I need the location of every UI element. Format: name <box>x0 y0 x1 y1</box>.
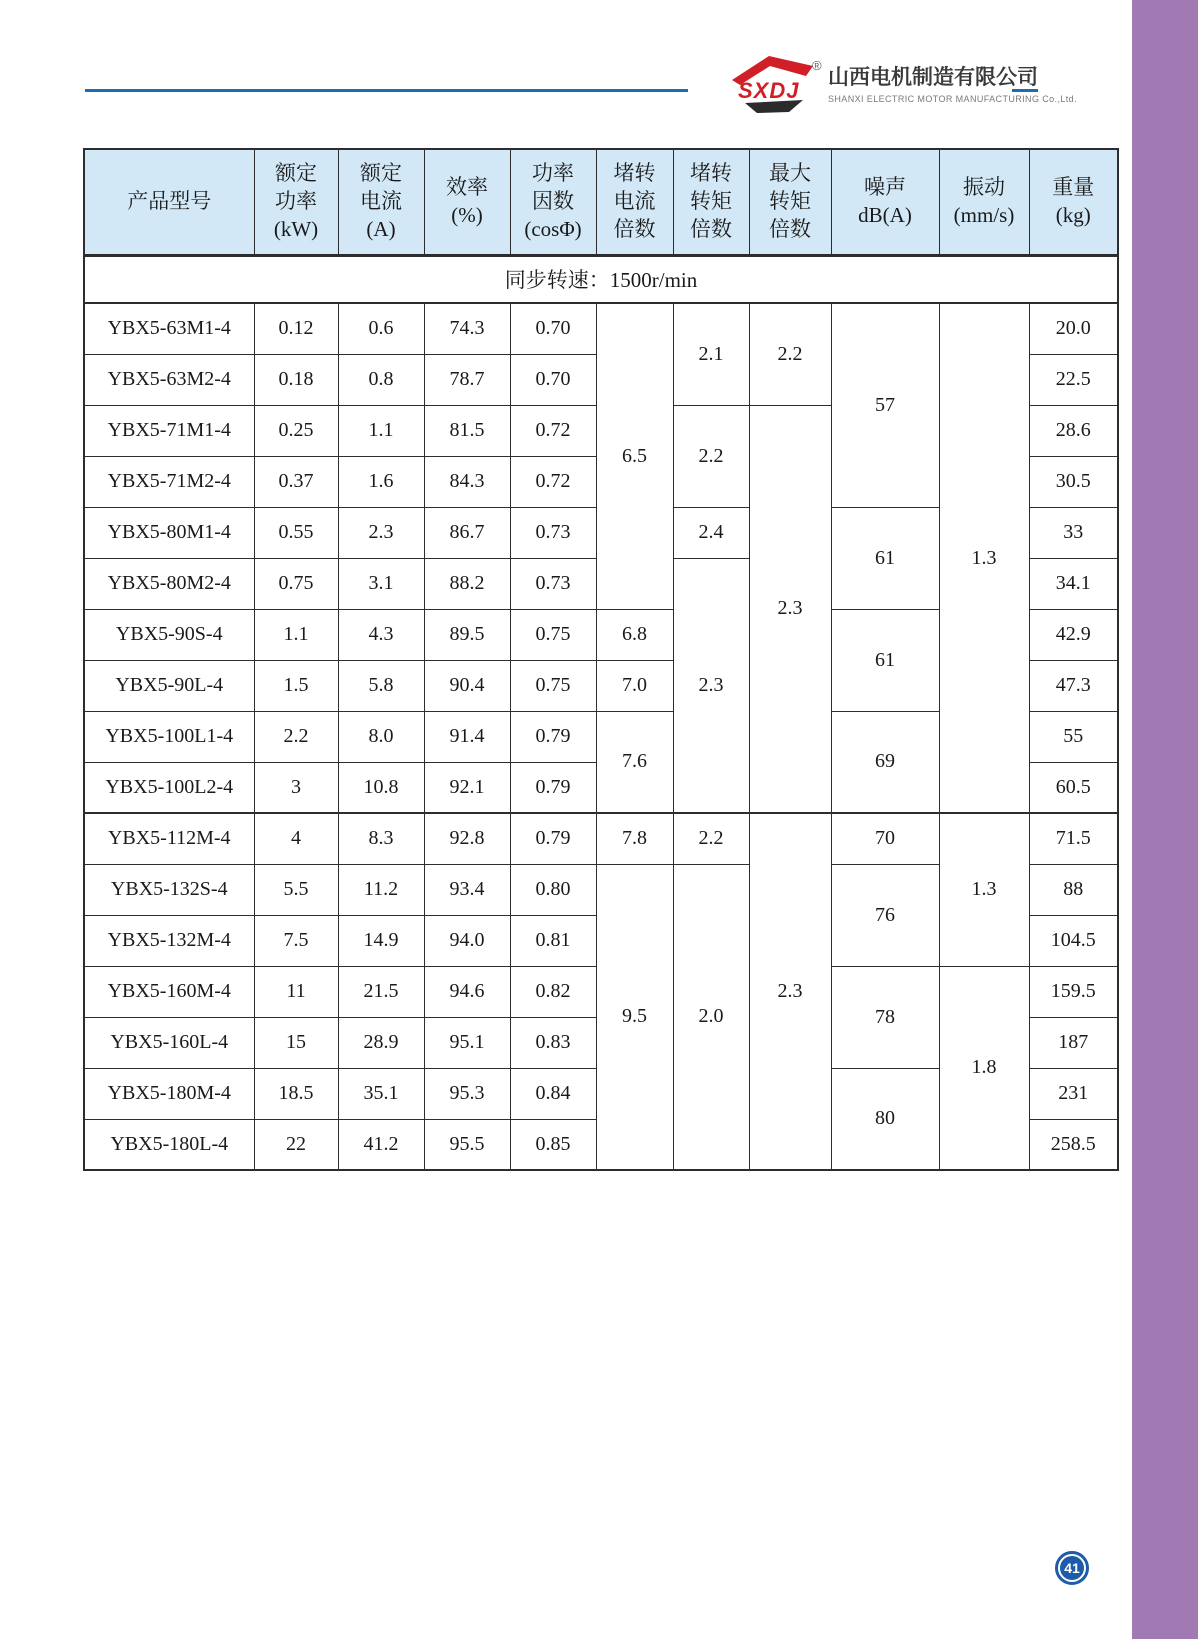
spec-value-cell: 1.1 <box>254 609 338 660</box>
spec-value-cell: 231 <box>1029 1068 1118 1119</box>
spec-value-cell: 1.6 <box>338 456 424 507</box>
column-header-10: 重量 (kg) <box>1029 149 1118 255</box>
spec-value-cell: 7.8 <box>596 813 673 864</box>
spec-value-cell: 0.75 <box>510 609 596 660</box>
spec-value-cell: 21.5 <box>338 966 424 1017</box>
model-cell: YBX5-180L-4 <box>84 1119 254 1170</box>
spec-value-cell: 2.0 <box>673 864 749 1170</box>
spec-value-cell: 88 <box>1029 864 1118 915</box>
spec-value-cell: 6.8 <box>596 609 673 660</box>
company-name-cn: 山西电机制造有限公司 <box>828 66 1038 89</box>
spec-value-cell: 90.4 <box>424 660 510 711</box>
spec-value-cell: 0.79 <box>510 813 596 864</box>
spec-value-cell: 34.1 <box>1029 558 1118 609</box>
spec-value-cell: 0.75 <box>510 660 596 711</box>
company-logo <box>731 52 815 114</box>
spec-value-cell: 7.5 <box>254 915 338 966</box>
spec-value-cell: 3 <box>254 762 338 813</box>
spec-value-cell: 74.3 <box>424 303 510 354</box>
model-cell: YBX5-132S-4 <box>84 864 254 915</box>
spec-value-cell: 5.5 <box>254 864 338 915</box>
spec-value-cell: 42.9 <box>1029 609 1118 660</box>
spec-value-cell: 2.3 <box>749 405 831 813</box>
spec-value-cell: 11.2 <box>338 864 424 915</box>
spec-value-cell: 0.73 <box>510 558 596 609</box>
model-cell: YBX5-80M1-4 <box>84 507 254 558</box>
spec-value-cell: 0.18 <box>254 354 338 405</box>
spec-value-cell: 1.3 <box>939 813 1029 966</box>
spec-value-cell: 0.82 <box>510 966 596 1017</box>
spec-value-cell: 2.2 <box>673 405 749 507</box>
column-header-8: 噪声 dB(A) <box>831 149 939 255</box>
spec-value-cell: 159.5 <box>1029 966 1118 1017</box>
spec-value-cell: 7.6 <box>596 711 673 813</box>
spec-value-cell: 1.3 <box>939 303 1029 813</box>
spec-value-cell: 1.5 <box>254 660 338 711</box>
spec-value-cell: 0.85 <box>510 1119 596 1170</box>
model-cell: YBX5-71M1-4 <box>84 405 254 456</box>
spec-value-cell: 0.84 <box>510 1068 596 1119</box>
motor-spec-table <box>83 148 1119 1171</box>
spec-value-cell: 95.5 <box>424 1119 510 1170</box>
spec-value-cell: 0.73 <box>510 507 596 558</box>
spec-value-cell: 2.3 <box>749 813 831 1170</box>
spec-value-cell: 92.1 <box>424 762 510 813</box>
model-cell: YBX5-100L1-4 <box>84 711 254 762</box>
page-number-badge <box>1055 1551 1089 1585</box>
spec-value-cell: 91.4 <box>424 711 510 762</box>
spec-value-cell: 2.3 <box>673 558 749 813</box>
spec-value-cell: 93.4 <box>424 864 510 915</box>
spec-value-cell: 95.3 <box>424 1068 510 1119</box>
spec-value-cell: 2.1 <box>673 303 749 405</box>
spec-value-cell: 94.0 <box>424 915 510 966</box>
spec-value-cell: 33 <box>1029 507 1118 558</box>
model-cell: YBX5-132M-4 <box>84 915 254 966</box>
spec-value-cell: 0.72 <box>510 456 596 507</box>
column-header-2: 额定 电流 (A) <box>338 149 424 255</box>
spec-value-cell: 92.8 <box>424 813 510 864</box>
spec-value-cell: 28.9 <box>338 1017 424 1068</box>
model-cell: YBX5-100L2-4 <box>84 762 254 813</box>
spec-value-cell: 11 <box>254 966 338 1017</box>
column-header-1: 额定 功率 (kW) <box>254 149 338 255</box>
spec-value-cell: 1.1 <box>338 405 424 456</box>
spec-value-cell: 47.3 <box>1029 660 1118 711</box>
spec-value-cell: 55 <box>1029 711 1118 762</box>
spec-value-cell: 80 <box>831 1068 939 1170</box>
spec-value-cell: 18.5 <box>254 1068 338 1119</box>
spec-value-cell: 7.0 <box>596 660 673 711</box>
registered-trademark-icon: ® <box>812 58 822 73</box>
spec-value-cell: 6.5 <box>596 303 673 609</box>
spec-value-cell: 8.3 <box>338 813 424 864</box>
spec-value-cell: 30.5 <box>1029 456 1118 507</box>
spec-value-cell: 86.7 <box>424 507 510 558</box>
spec-value-cell: 0.25 <box>254 405 338 456</box>
spec-value-cell: 0.70 <box>510 303 596 354</box>
spec-value-cell: 5.8 <box>338 660 424 711</box>
spec-value-cell: 0.81 <box>510 915 596 966</box>
model-cell: YBX5-180M-4 <box>84 1068 254 1119</box>
spec-value-cell: 0.70 <box>510 354 596 405</box>
company-name-en: SHANXI ELECTRIC MOTOR MANUFACTURING Co.,Ltd. <box>828 94 1077 104</box>
spec-value-cell: 104.5 <box>1029 915 1118 966</box>
spec-value-cell: 0.37 <box>254 456 338 507</box>
spec-value-cell: 84.3 <box>424 456 510 507</box>
spec-value-cell: 0.12 <box>254 303 338 354</box>
spec-value-cell: 60.5 <box>1029 762 1118 813</box>
spec-value-cell: 71.5 <box>1029 813 1118 864</box>
spec-value-cell: 15 <box>254 1017 338 1068</box>
spec-value-cell: 20.0 <box>1029 303 1118 354</box>
sxdj-logo-icon <box>731 52 815 114</box>
model-cell: YBX5-160L-4 <box>84 1017 254 1068</box>
spec-value-cell: 70 <box>831 813 939 864</box>
section-header-sync-speed: 同步转速：1500r/min <box>84 255 1118 303</box>
spec-value-cell: 187 <box>1029 1017 1118 1068</box>
spec-value-cell: 41.2 <box>338 1119 424 1170</box>
spec-value-cell: 61 <box>831 609 939 711</box>
spec-value-cell: 95.1 <box>424 1017 510 1068</box>
spec-value-cell: 1.8 <box>939 966 1029 1170</box>
spec-value-cell: 0.8 <box>338 354 424 405</box>
spec-value-cell: 0.79 <box>510 711 596 762</box>
spec-value-cell: 61 <box>831 507 939 609</box>
spec-value-cell: 81.5 <box>424 405 510 456</box>
column-header-4: 功率 因数 (cosΦ) <box>510 149 596 255</box>
spec-value-cell: 0.83 <box>510 1017 596 1068</box>
spec-value-cell: 0.80 <box>510 864 596 915</box>
column-header-3: 效率 (%) <box>424 149 510 255</box>
spec-value-cell: 2.2 <box>254 711 338 762</box>
column-header-5: 堵转 电流 倍数 <box>596 149 673 255</box>
column-header-0: 产品型号 <box>84 149 254 255</box>
spec-value-cell: 8.0 <box>338 711 424 762</box>
model-cell: YBX5-71M2-4 <box>84 456 254 507</box>
model-cell: YBX5-90L-4 <box>84 660 254 711</box>
spec-value-cell: 78 <box>831 966 939 1068</box>
column-header-7: 最大 转矩 倍数 <box>749 149 831 255</box>
spec-value-cell: 76 <box>831 864 939 966</box>
spec-value-cell: 4.3 <box>338 609 424 660</box>
spec-value-cell: 89.5 <box>424 609 510 660</box>
spec-value-cell: 2.3 <box>338 507 424 558</box>
spec-value-cell: 0.75 <box>254 558 338 609</box>
spec-value-cell: 57 <box>831 303 939 507</box>
spec-value-cell: 0.79 <box>510 762 596 813</box>
column-header-9: 振动 (mm/s) <box>939 149 1029 255</box>
model-cell: YBX5-160M-4 <box>84 966 254 1017</box>
spec-value-cell: 14.9 <box>338 915 424 966</box>
spec-value-cell: 22.5 <box>1029 354 1118 405</box>
spec-value-cell: 10.8 <box>338 762 424 813</box>
spec-value-cell: 0.72 <box>510 405 596 456</box>
logo-text: SXDJ <box>738 78 800 103</box>
spec-value-cell: 9.5 <box>596 864 673 1170</box>
spec-value-cell: 35.1 <box>338 1068 424 1119</box>
header-rule-left <box>85 89 688 92</box>
spec-value-cell: 2.4 <box>673 507 749 558</box>
spec-value-cell: 0.55 <box>254 507 338 558</box>
spec-value-cell: 0.6 <box>338 303 424 354</box>
spec-value-cell: 2.2 <box>673 813 749 864</box>
spec-value-cell: 78.7 <box>424 354 510 405</box>
model-cell: YBX5-63M2-4 <box>84 354 254 405</box>
decorative-purple-stripe <box>1132 0 1198 1639</box>
page-number: 41 <box>1060 1556 1084 1580</box>
spec-value-cell: 22 <box>254 1119 338 1170</box>
model-cell: YBX5-112M-4 <box>84 813 254 864</box>
spec-value-cell: 3.1 <box>338 558 424 609</box>
company-name-block <box>828 61 1077 104</box>
spec-value-cell: 4 <box>254 813 338 864</box>
spec-value-cell: 88.2 <box>424 558 510 609</box>
spec-value-cell: 28.6 <box>1029 405 1118 456</box>
model-cell: YBX5-63M1-4 <box>84 303 254 354</box>
spec-value-cell: 258.5 <box>1029 1119 1118 1170</box>
model-cell: YBX5-80M2-4 <box>84 558 254 609</box>
model-cell: YBX5-90S-4 <box>84 609 254 660</box>
column-header-6: 堵转 转矩 倍数 <box>673 149 749 255</box>
spec-value-cell: 94.6 <box>424 966 510 1017</box>
spec-value-cell: 69 <box>831 711 939 813</box>
spec-value-cell: 2.2 <box>749 303 831 405</box>
